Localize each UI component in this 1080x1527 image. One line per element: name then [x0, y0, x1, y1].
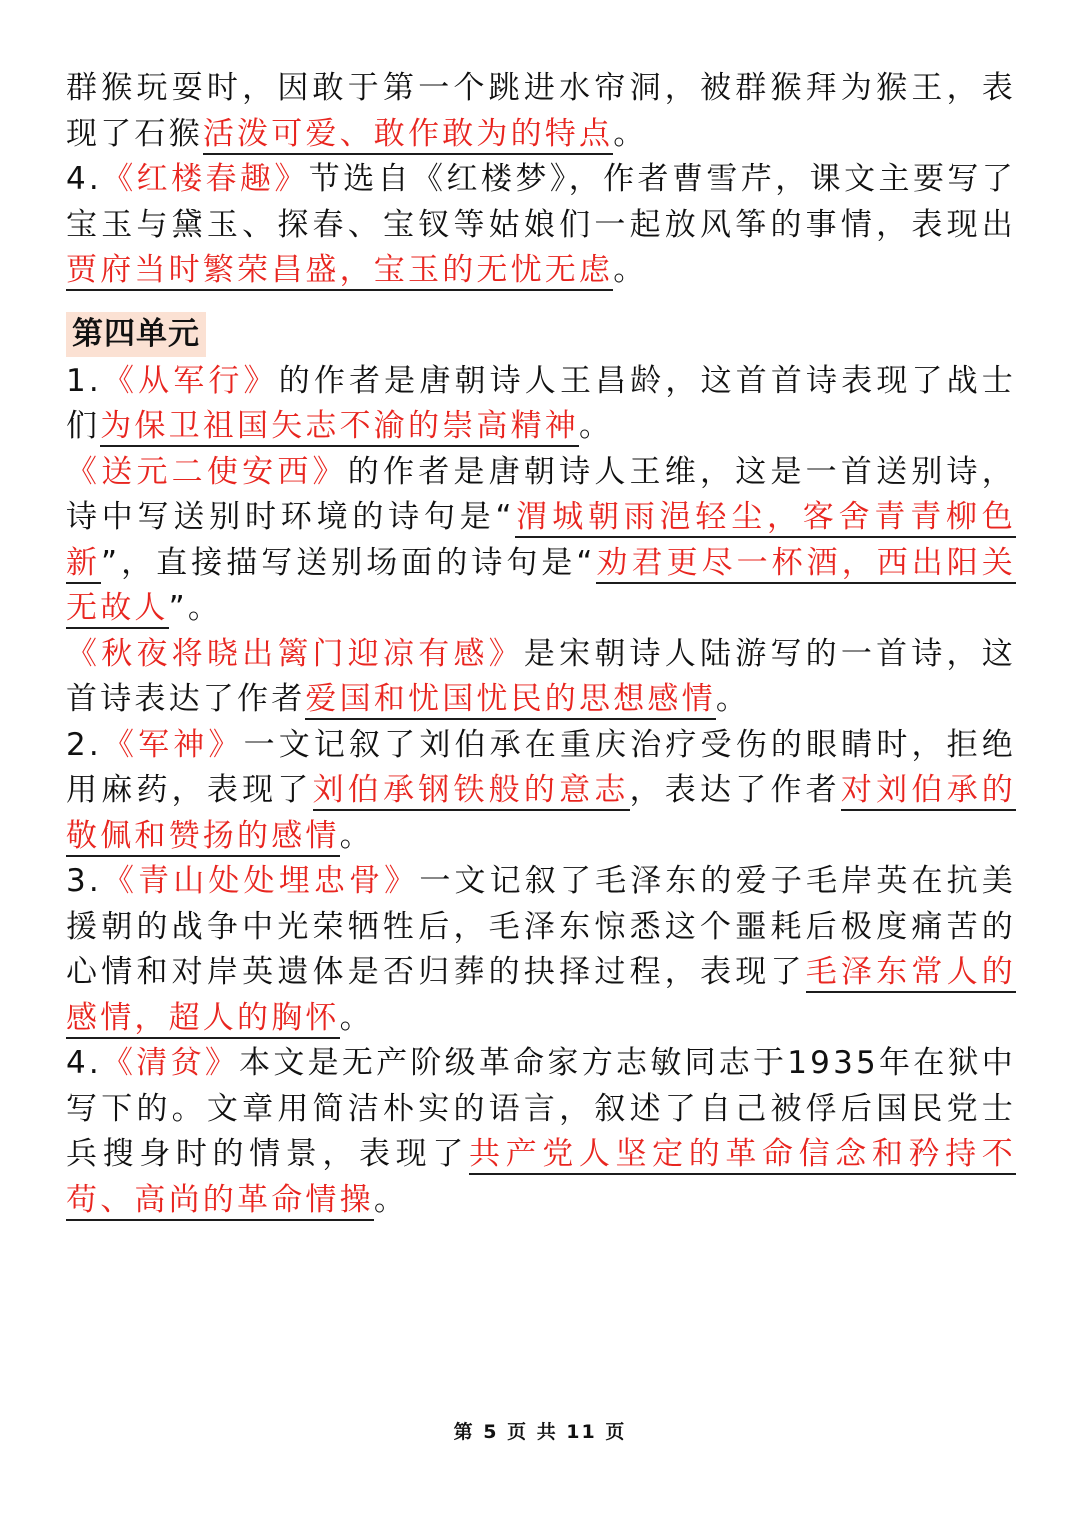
item-number: 1.	[66, 362, 102, 399]
answer-underlined: 渭城朝雨浥轻尘，客舍青青柳色新	[66, 499, 1016, 584]
answer-underlined: 贾府当时繁荣昌盛，宝玉的无忧无虑	[66, 252, 613, 291]
item-number: 3.	[66, 863, 102, 899]
text: 一文记叙了毛泽东的爱子毛岸英在抗美援朝的战争中光荣牺牲后，毛泽东惊悉这个噩耗后极度痛苦的心情和对岸英遗体是否归葬的抉择过程，表现了	[66, 863, 1016, 990]
title-red: 《青山处处埋忠骨》	[101, 863, 420, 899]
paragraph-hongloucunqu	[66, 157, 1016, 294]
text: ，表达了作者	[629, 772, 841, 808]
answer-underlined: 对刘伯承的敬佩和赞扬的感情	[66, 772, 1016, 857]
text: 节选自《红楼梦》，作者曹雪芹，课文主要写了宝玉与黛玉、探春、宝钗等姑娘们一起放风筝的事情，表现出	[66, 161, 1017, 243]
item-number: 4.	[66, 1045, 102, 1081]
text: 。	[373, 1181, 409, 1218]
paragraph-songyuaner	[66, 450, 1016, 632]
answer-underlined: 活泼可爱、敢作敢为的特点	[203, 116, 613, 155]
paragraph-qingshan	[66, 859, 1016, 1041]
unit-heading: 第四单元	[66, 312, 206, 357]
paragraph-qingpin	[66, 1041, 1016, 1223]
answer-underlined: 刘伯承钢铁般的意志	[313, 772, 630, 811]
title-red: 《红楼春趣》	[101, 161, 309, 197]
title-red: 《从军行》	[101, 362, 279, 399]
text: ”，直接描写送别场面的诗句是“	[101, 544, 596, 581]
text: 的作者是唐朝诗人王维，这是一首送别诗，诗中写送别时环境的诗句是“	[66, 453, 1016, 535]
text: 本文是无产阶级革命家方志敏同志于1935年在狱中写下的。文章用简洁朴实的语言，叙述了自己被俘后国民党士兵搜身时的情景，表现了	[66, 1045, 1016, 1172]
text: 群猴玩耍时，因敢于第一个跳进水帘洞，被群猴拜为猴王，表现了石猴	[66, 70, 1016, 152]
paragraph-congjunxing	[66, 359, 1016, 450]
answer-underlined: 爱国和忧国忧民的思想感情	[305, 681, 715, 720]
text: 的作者是唐朝诗人王昌龄，这首首诗表现了战士们	[66, 362, 1017, 444]
paragraph-qiuye	[66, 632, 1016, 723]
text: 。	[339, 817, 374, 854]
text: ”。	[168, 590, 223, 626]
text: 。	[579, 408, 614, 444]
title-red: 《送元二使安西》	[66, 453, 348, 490]
paragraph-monkey-king	[66, 66, 1016, 157]
answer-underlined: 劝君更尽一杯酒，西出阳关无故人	[66, 545, 1016, 630]
document-page	[66, 66, 1016, 1223]
title-red: 《秋夜将晓出篱门迎凉有感》	[66, 635, 524, 672]
title-red: 《军神》	[101, 726, 244, 763]
title-red: 《清贫》	[101, 1045, 240, 1081]
text: 。	[339, 999, 374, 1036]
text: 。	[613, 115, 648, 152]
answer-underlined: 为保卫祖国矢志不渝的崇高精神	[100, 408, 579, 447]
answer-underlined: 共产党人坚定的革命信念和矜持不苟、高尚的革命情操	[66, 1136, 1016, 1221]
item-number: 2.	[66, 726, 102, 763]
text: 。	[613, 252, 648, 288]
item-number: 4.	[66, 161, 102, 197]
text: 一文记叙了刘伯承在重庆治疗受伤的眼睛时，拒绝用麻药，表现了	[66, 726, 1016, 808]
paragraph-junshen	[66, 723, 1016, 860]
page-number: 第 5 页 共 11 页	[453, 1421, 627, 1443]
text: 。	[715, 681, 751, 717]
text: 是宋朝诗人陆游写的一首诗，这首诗表达了作者	[66, 635, 1016, 717]
answer-underlined: 毛泽东常人的感情，超人的胸怀	[66, 954, 1016, 1039]
